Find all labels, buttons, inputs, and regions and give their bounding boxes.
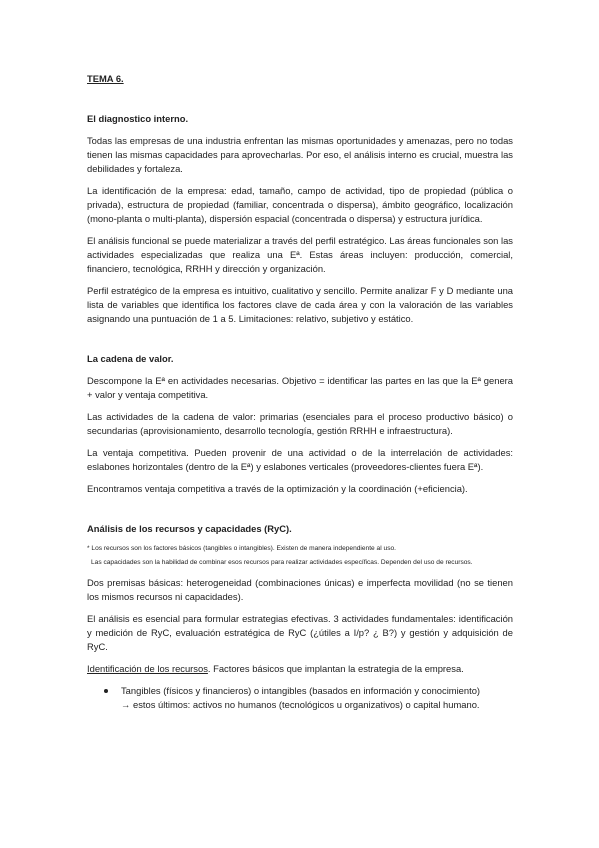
footnote-recursos: * Los recursos son los factores básicos (tangibles o intangibles). Existen de manera independiente al uso. xyxy=(87,545,396,552)
section-heading-cadena-valor: La cadena de valor. xyxy=(87,353,174,364)
bullet-icon xyxy=(104,689,108,693)
bullet-list xyxy=(87,684,513,712)
section-heading-diagnostico: El diagnostico interno. xyxy=(87,113,189,124)
list-item-text-continued: → estos últimos: activos no humanos (tecnológicos u organizativos) o capital humano. xyxy=(121,699,480,710)
paragraph-identificacion xyxy=(87,662,513,676)
paragraph: La ventaja competitiva. Pueden provenir de una actividad o de la interrelación de actividades: eslabones horizontales (dentro de la Eª) y eslabones verticales (proveedores-clientes fuera Eª). xyxy=(87,447,513,472)
paragraph: Descompone la Eª en actividades necesarias. Objetivo = identificar las partes en las que la Eª genera + valor y ventaja competitiva. xyxy=(87,375,513,400)
list-item xyxy=(87,684,513,712)
paragraph: El análisis funcional se puede materializar a través del perfil estratégico. Las áreas funcionales son las actividades especializadas que realiza una Eª. Estas áreas incluyen: producción, comercial, financiero, tecnológica, RRHH y dirección y organización. xyxy=(87,235,513,274)
paragraph: Perfil estratégico de la empresa es intuitivo, cualitativo y sencillo. Permite analizar F y D mediante una lista de variables que identifica los factores clave de cada área y con la valoración de las variables asignando una puntuación de 1 a 5. Limitaciones: relativo, subjetivo y estático. xyxy=(87,285,513,324)
spacer xyxy=(87,334,513,352)
paragraph-text: . Factores básicos que implantan la estrategia de la empresa. xyxy=(207,663,464,674)
paragraph: Encontramos ventaja competitiva a través de la optimización y la coordinación (+eficiencia). xyxy=(87,483,468,494)
underlined-term: Identificación de los recursos xyxy=(87,663,208,674)
paragraph: Todas las empresas de una industria enfrentan las mismas oportunidades y amenazas, pero no todas tienen las mismas capacidades para aprovecharlas. Por eso, el análisis interno es crucial, muestra las debilidades y fortaleza. xyxy=(87,135,513,174)
footnote-capacidades: Las capacidades son la habilidad de combinar esos recursos para realizar actividades específicas. Dependen del uso de recursos. xyxy=(91,559,473,566)
paragraph: Dos premisas básicas: heterogeneidad (combinaciones únicas) e imperfecta movilidad (no se tienen los mismos recursos ni capacidades). xyxy=(87,577,513,602)
paragraph: La identificación de la empresa: edad, tamaño, campo de actividad, tipo de propiedad (pública o privada), estructura de propiedad (familiar, concentrada o dispersa), ámbito geográfico, localización (mono-planta o multi-planta), dispersión espacial (concentrada o dispersa) y estructura jurídica. xyxy=(87,185,513,224)
paragraph: El análisis es esencial para formular estrategias efectivas. 3 actividades fundamentales: identificación y medición de RyC, evaluación estratégica de RyC (¿útiles a I/p? ¿ B?) y gestión y adquisición de RyC. xyxy=(87,613,513,652)
document-title: TEMA 6. xyxy=(87,73,124,84)
section-heading-recursos: Análisis de los recursos y capacidades (RyC). xyxy=(87,523,292,534)
spacer xyxy=(87,504,513,522)
paragraph: Las actividades de la cadena de valor: primarias (esenciales para el proceso productivo básico) o secundarias (aprovisionamiento, desarrollo tecnología, gestión RRHH e infraestructura). xyxy=(87,411,513,436)
list-item-text: Tangibles (físicos y financieros) o intangibles (basados en información y conocimiento) xyxy=(121,685,481,696)
